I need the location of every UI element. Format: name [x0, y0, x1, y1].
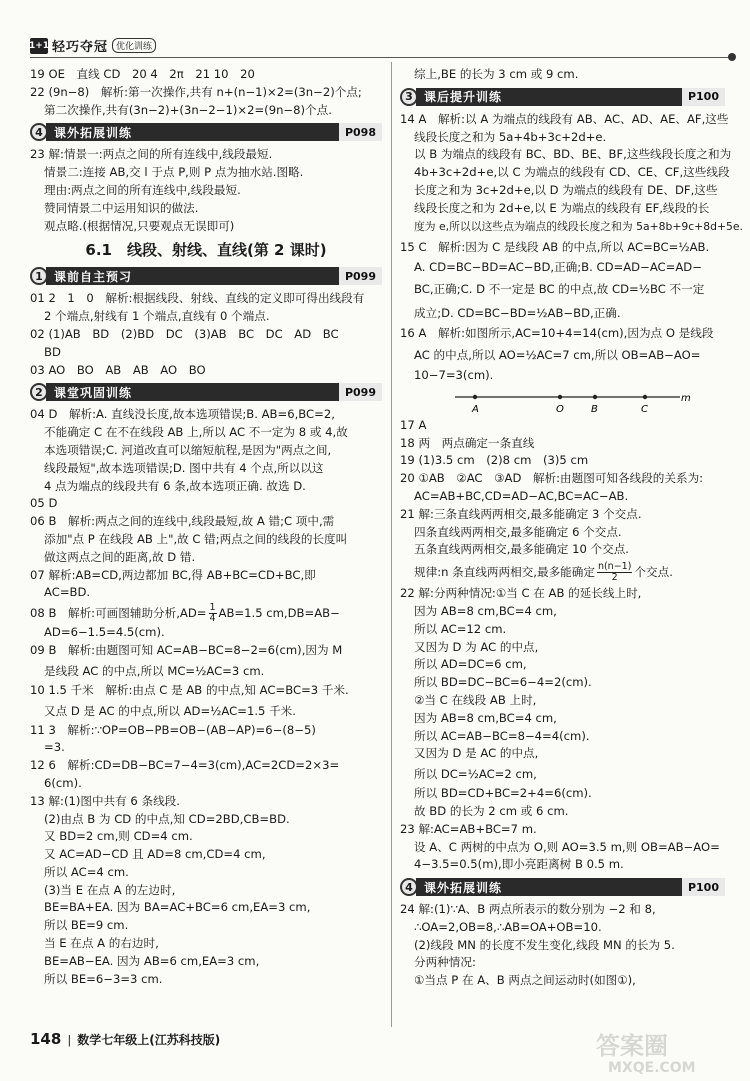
- text-line: 2 个端点,射线有 1 个端点,直线有 0 个端点.: [44, 309, 270, 324]
- column-divider: [391, 62, 392, 1027]
- right-column: [400, 66, 743, 990]
- text-line: (3)当 E 在点 A 的左边时,: [44, 882, 176, 897]
- text-line: 07 解析:AB=CD,两边都加 BC,得 AB+BC=CD+BC,即: [30, 567, 316, 582]
- answer-block-08-13: [30, 624, 382, 988]
- page-number: 148: [30, 1030, 62, 1048]
- brand-logo: [30, 36, 156, 55]
- text-line: 情景二:连接 AB,交 l 于点 P,则 P 点为抽水站.图略.: [44, 165, 304, 180]
- text-line: 19 OE 直线 CD 20 4 2π 21 10 20: [30, 67, 255, 81]
- text-line: (2)由点 B 为 CD 的中点,知 CD=2BD,CB=BD.: [44, 811, 290, 826]
- text-line: 理由:两点之间的所有连线中,线段最短.: [44, 182, 241, 197]
- rule-line: [400, 559, 725, 585]
- text-line: 所以 BD=DC−BC=6−4=2(cm).: [414, 675, 592, 690]
- text-line: 所以 AC=12 cm.: [414, 621, 507, 636]
- text-line: 成立;D. CD=BC−BD=½AB−BD,正确.: [414, 306, 621, 321]
- section-number: 1: [30, 267, 48, 285]
- section-title: 课外拓展训练: [46, 123, 339, 141]
- section-page: P100: [682, 88, 725, 106]
- text-line: 14 A 解析:以 A 为端点的线段有 AB、AC、AD、AE、AF,这些: [400, 111, 729, 126]
- point-a: [473, 395, 477, 399]
- text-line: BE=AB−EA. 因为 AB=6 cm,EA=3 cm,: [44, 953, 260, 968]
- logo-subtitle: 优化训练: [112, 38, 156, 53]
- text-line: 03 AO BO AB AB AO BO: [30, 362, 206, 377]
- header-rule: [30, 57, 732, 58]
- text-line: 01 2 1 0 解析:根据线段、射线、直线的定义即可得出线段有: [30, 291, 365, 306]
- section-page: P100: [682, 878, 725, 896]
- answer-block-23: [30, 146, 382, 235]
- text-line: 06 B 解析:两点之间的连线中,线段最短,故 A 错;C 项中,需: [30, 514, 335, 529]
- text-line: AD=6−1.5=4.5(cm).: [44, 625, 165, 640]
- text-line: 20 ①AB ②AC ③AD 解析:由题图可知各线段的关系为:: [400, 471, 704, 486]
- label-c: C: [641, 403, 648, 415]
- text-line: 所以 BE=6−3=3 cm.: [44, 971, 163, 986]
- text-line: 09 B 解析:由题图可知 AC=AB−BC=8−2=6(cm),因为 M: [30, 642, 343, 657]
- text-line: 4b+3c+2d+e,以 C 为端点的线段有 CD、CE、CF,这些线段: [414, 165, 730, 180]
- text-line: 13 解:(1)图中共有 6 条线段.: [30, 793, 180, 808]
- fraction: [209, 603, 217, 624]
- text-line: 因为 AB=8 cm,BC=4 cm,: [414, 603, 557, 618]
- left-column: [30, 66, 382, 988]
- fraction: [597, 562, 632, 583]
- header-dot: [728, 53, 736, 61]
- text-line: ②当 C 在线段 AB 上时,: [414, 692, 537, 707]
- text-line: AC=BD.: [44, 585, 91, 600]
- text-line: ①当点 P 在 A、B 两点之间运动时(如图①),: [414, 973, 636, 988]
- text-line: 本选项错误;C. 河道改直可以缩短航程,是因为"两点之间,: [44, 442, 332, 457]
- section-title: 课后提升训练: [416, 88, 682, 106]
- segment-diagram: [455, 387, 695, 417]
- text-line: 21 解:三条直线两两相交,最多能确定 3 个交点.: [400, 506, 642, 521]
- logo-mark: 1+1: [30, 38, 48, 54]
- text-line: 所以 AC=AB−BC=8−4=4(cm).: [414, 728, 590, 743]
- text-line: 线段长度之和为 2d+e,以 E 为端点的线段有 EF,线段的长: [414, 200, 710, 215]
- answer-block-24: [400, 901, 725, 990]
- text-line: 又 BD=2 cm,则 CD=4 cm.: [44, 829, 193, 844]
- text-span: AB=1.5 cm,DB=AB−: [218, 606, 340, 621]
- text-line: 18 两 两点确定一条直线: [400, 435, 535, 450]
- watermark-text: 答案圈: [596, 1032, 668, 1060]
- answer-block-22-23: [400, 585, 725, 874]
- text-line: 23 解:情景一:两点之间的所有连线中,线段最短.: [30, 147, 273, 162]
- text-line: 02 (1)AB BD (2)BD DC (3)AB BC DC AD BC: [30, 326, 339, 341]
- text-line: 当 E 在点 A 的右边时,: [44, 936, 159, 951]
- text-line: 17 A: [400, 417, 427, 432]
- text-line: 综上,BE 的长为 3 cm 或 9 cm.: [414, 67, 579, 81]
- numerator: n(n−1): [597, 561, 632, 573]
- text-line: 又点 D 是 AC 的中点,所以 AD=½AC=1.5 千米.: [44, 703, 296, 718]
- footer-separator: |: [67, 1033, 72, 1047]
- text-line: 又 AC=AD−CD 且 AD=8 cm,CD=4 cm,: [44, 847, 266, 862]
- text-line: =3.: [44, 740, 65, 755]
- text-span: 规律:n 条直线两两相交,最多能确定: [414, 565, 595, 580]
- text-line: 长度之和为 3c+2d+e,以 D 为端点的线段有 DE、DF,这些: [414, 182, 718, 197]
- text-line: 五条直线两两相交,最多能确定 10 个交点.: [414, 542, 629, 557]
- text-line: AC=AB+BC,CD=AD−AC,BC=AC−AB.: [414, 488, 629, 503]
- lesson-title: 6.1 线段、射线、直线(第 2 课时): [85, 241, 327, 260]
- section-title: 课前自主预习: [46, 267, 339, 285]
- page-header: [0, 0, 750, 60]
- text-line: 不能确定 C 在不在线段 AB 上,所以 AC 不一定为 8 或 4,故: [44, 425, 348, 440]
- section-number: 2: [30, 383, 48, 401]
- text-line: 做这两点之间的距离,故 D 错.: [44, 549, 196, 564]
- text-line: (2)线段 MN 的长度不发生变化,线段 MN 的长为 5.: [414, 937, 675, 952]
- text-line: 四条直线两两相交,最多能确定 6 个交点.: [414, 524, 622, 539]
- text-line: 所以 DC=½AC=2 cm,: [414, 767, 537, 782]
- text-line: 24 解:(1)∵A、B 两点所表示的数分别为 −2 和 8,: [400, 902, 656, 917]
- section-header-extension-2: [400, 877, 725, 897]
- text-line: 4−3.5=0.5(m),即小亮距离树 B 0.5 m.: [414, 857, 624, 872]
- text-line: 又因为 D 是 AC 的中点,: [414, 746, 539, 761]
- book-title: 数学七年级上(江苏科技版): [77, 1033, 221, 1047]
- text-line: 16 A 解析:如图所示,AC=10+4=14(cm),因为点 O 是线段: [400, 326, 714, 341]
- text-line: 22 (9n−8) 解析:第一次操作,共有 n+(n−1)×2=(3n−2)个点;: [30, 84, 362, 99]
- logo-text: 轻巧夺冠: [52, 40, 109, 55]
- text-line: 赞同情景二中运用知识的做法.: [44, 200, 199, 215]
- text-line: 12 6 解析:CD=DB−BC=7−4=3(cm),AC=2CD=2×3=: [30, 758, 340, 773]
- text-line: 线段最短",故本选项错误;D. 图中共有 4 个点,所以以这: [44, 460, 324, 475]
- text-line: 所以 BD=CD+BC=2+4=6(cm).: [414, 786, 592, 801]
- answer-block-01-03: [30, 290, 382, 379]
- label-a: A: [472, 403, 479, 415]
- text-line: 6(cm).: [44, 775, 82, 790]
- denominator: 4: [209, 613, 216, 625]
- text-line: 23 解:AC=AB+BC=7 m.: [400, 821, 537, 836]
- text-line: AC 的中点,所以 AO=½AC=7 cm,所以 OB=AB−AO=: [414, 347, 701, 362]
- text-line: 所以 AC=4 cm.: [44, 864, 129, 879]
- text-line: 第二次操作,共有(3n−2)+(3n−2−1)×2=(9n−8)个点.: [44, 102, 332, 117]
- text-line: ∴OA=2,OB=8,∴AB=OA+OB=10.: [414, 919, 602, 934]
- section-page: P098: [339, 123, 382, 141]
- section-title: 课堂巩固训练: [46, 383, 339, 401]
- segment-figure: [400, 387, 725, 417]
- text-line: 分两种情况:: [414, 955, 476, 970]
- text-line: 22 解:分两种情况:①当 C 在 AB 的延长线上时,: [400, 586, 642, 601]
- section-number: 4: [400, 878, 418, 896]
- watermark-logo: [588, 1028, 738, 1076]
- answer-block-04-07: [30, 406, 382, 602]
- text-line: 11 3 解析:∵OP=OB−PB=OB−(AB−AP)=6−(8−5): [30, 722, 316, 737]
- text-line: 以 B 为端点的线段有 BC、BD、BE、BF,这些线段长度之和为: [414, 147, 732, 162]
- text-line: 15 C 解析:因为 C 是线段 AB 的中点,所以 AC=BC=½AB.: [400, 240, 710, 255]
- point-c: [643, 395, 647, 399]
- label-o: O: [556, 403, 564, 415]
- section-header-extension: [30, 122, 382, 142]
- text-line: 因为 AB=8 cm,BC=4 cm,: [414, 710, 557, 725]
- text-line: 所以 BE=9 cm.: [44, 918, 129, 933]
- page-footer: [30, 1030, 220, 1048]
- text-line: 线段长度之和为 5a+4b+3c+2d+e.: [414, 129, 607, 144]
- text-line: 05 D: [30, 496, 58, 511]
- text-line: BC,正确;C. D 不一定是 BC 的中点,故 CD=½BC 不一定: [414, 282, 705, 297]
- section-page: P099: [339, 383, 382, 401]
- text-span: 08 B 解析:可画图辅助分析,AD=: [30, 606, 207, 621]
- label-b: B: [591, 403, 598, 415]
- section-page: P099: [339, 267, 382, 285]
- text-line: 故 BD 的长为 2 cm 或 6 cm.: [414, 803, 569, 818]
- answer-block-19-22: [30, 66, 382, 119]
- answer-08: [30, 602, 382, 624]
- text-line: 10−7=3(cm).: [414, 367, 494, 382]
- text-span: 个交点.: [634, 565, 673, 580]
- text-line: BD: [44, 344, 61, 359]
- text-line: 设 A、C 两树的中点为 O,则 AO=3.5 m,则 OB=AB−AO=: [414, 839, 720, 854]
- text-line: 19 (1)3.5 cm (2)8 cm (3)5 cm: [400, 453, 589, 468]
- text-line: 所以 AD=DC=6 cm,: [414, 657, 527, 672]
- numerator: 1: [209, 602, 216, 614]
- text-line: 04 D 解析:A. 直线没长度,故本选项错误;B. AB=6,BC=2,: [30, 407, 335, 422]
- section-number: 4: [30, 123, 48, 141]
- text-line: 4 点为端点的线段共有 6 条,故本选项正确. 故选 D.: [44, 478, 306, 493]
- text-line: 又因为 D 为 AC 的中点,: [414, 639, 539, 654]
- section-header-after-class: [400, 87, 725, 107]
- label-m: m: [681, 392, 691, 404]
- text-line: 添加"点 P 在线段 AB 上",故 C 错;两点之间的线段的长度叫: [44, 531, 348, 546]
- section-number: 3: [400, 88, 418, 106]
- answer-block-14-16: [400, 111, 743, 385]
- text-line: 10 1.5 千米 解析:由点 C 是 AB 的中点,知 AC=BC=3 千米.: [30, 682, 349, 697]
- text-line: 度为 e,所以以这些点为端点的线段长度之和为 5a+8b+9c+8d+5e.: [414, 219, 743, 233]
- answer-block-17-21: [400, 417, 725, 559]
- section-header-preview: [30, 266, 382, 286]
- text-line: 是线段 AC 的中点,所以 MC=½AC=3 cm.: [44, 663, 265, 678]
- text-line: BE=BA+EA. 因为 BA=AC+BC=6 cm,EA=3 cm,: [44, 900, 311, 915]
- point-o: [558, 395, 562, 399]
- watermark-url: MXQE.COM: [608, 1060, 696, 1076]
- text-line: A. CD=BC−BD=AC−BD,正确;B. CD=AD−AC=AD−: [414, 260, 702, 275]
- denominator: 2: [611, 572, 618, 584]
- text-line: 观点略.(根据情况,只要观点无误即可): [44, 218, 235, 233]
- point-b: [593, 395, 597, 399]
- section-title: 课外拓展训练: [416, 878, 682, 896]
- section-header-classroom: [30, 382, 382, 402]
